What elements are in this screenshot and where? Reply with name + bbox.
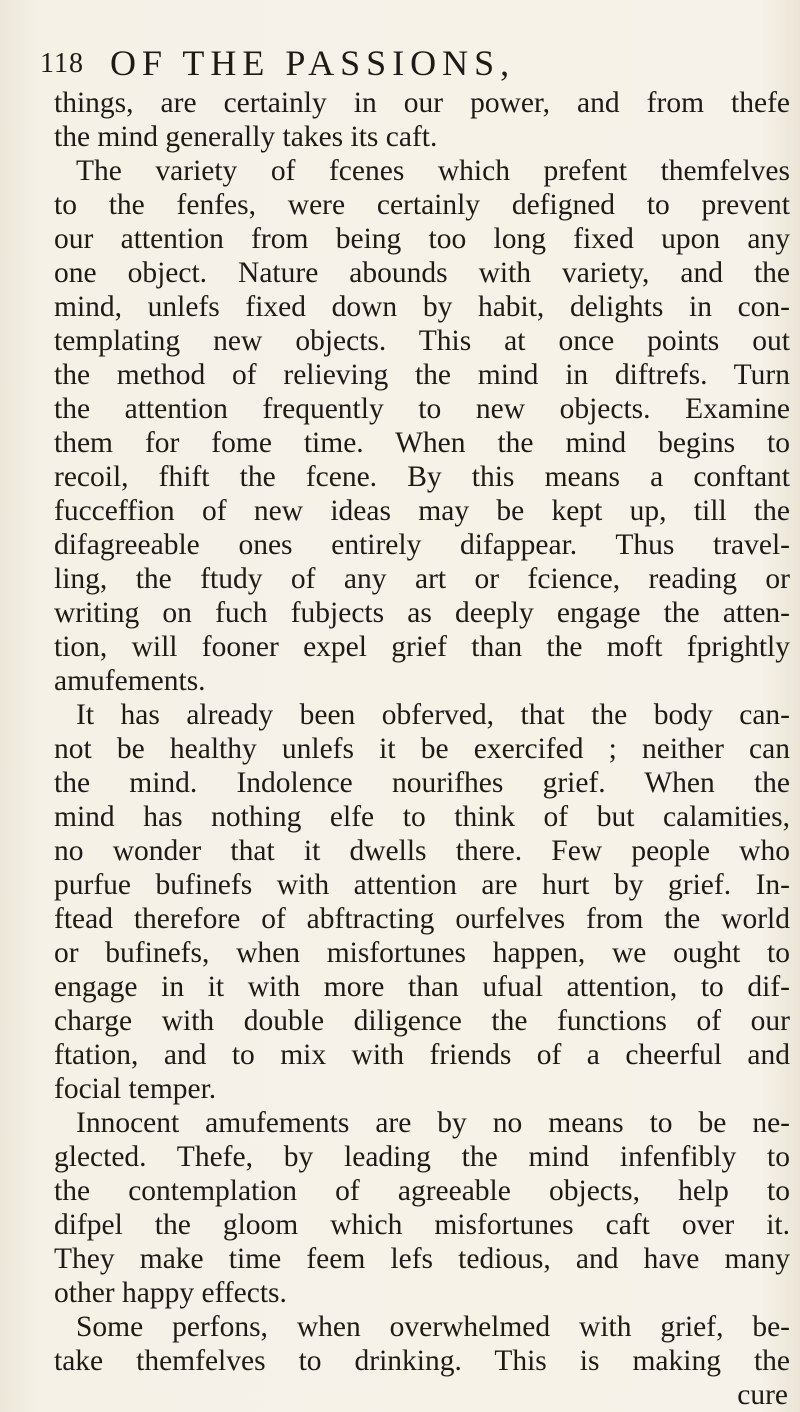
text-line: ling, the ftudy of any art or fcience, reading or [54,563,790,595]
text-line: the contemplation of agreeable objects, help to [54,1175,790,1207]
text-line: charge with double diligence the functions of our [54,1005,790,1037]
page-header [40,40,760,84]
text-line: ftation, and to mix with friends of a cheerful and [54,1039,790,1071]
text-line: The variety of fcenes which prefent themfelves [76,155,790,187]
text-line: tion, will fooner expel grief than the moft fprightly [54,631,790,663]
text-line: It has already been obferved, that the body can- [76,699,790,731]
text-line: templating new objects. This at once points out [54,325,790,357]
text-line: things, are certainly in our power, and from thefe [54,87,790,119]
text-line: other happy effects. [54,1277,287,1309]
page-number: 118 [40,48,84,79]
text-line: to the fenfes, were certainly defigned to prevent [54,189,790,221]
text-line: one object. Nature abounds with variety, and the [54,257,790,289]
text-line: focial temper. [54,1073,217,1105]
running-title: OF THE PASSIONS, [110,43,516,83]
text-line: They make time feem lefs tedious, and have many [54,1243,790,1275]
text-line: our attention from being too long fixed upon any [54,223,790,255]
text-line: fucceffion of new ideas may be kept up, till the [54,495,790,527]
text-line: difagreeable ones entirely difappear. Thus travel- [54,529,790,561]
text-line: mind has nothing elfe to think of but calamities, [54,801,790,833]
text-line: engage in it with more than ufual attention, to dif- [54,971,790,1003]
text-line: Some perfons, when overwhelmed with grief, be- [76,1311,790,1343]
text-line: them for fome time. When the mind begins to [54,427,790,459]
text-line: no wonder that it dwells there. Few people who [54,835,790,867]
text-line: writing on fuch fubjects as deeply engage the atten- [54,597,790,629]
text-line: the mind. Indolence nourifhes grief. When the [54,767,790,799]
text-line: purfue bufinefs with attention are hurt by grief. In- [54,869,790,901]
text-line: the attention frequently to new objects. Examine [54,393,790,425]
text-line: take themfelves to drinking. This is making the [54,1345,790,1377]
text-line: or bufinefs, when misfortunes happen, we ought to [54,937,790,969]
text-line: glected. Thefe, by leading the mind infenfibly to [54,1141,790,1173]
text-line: mind, unlefs fixed down by habit, delights in con- [54,291,790,323]
body-text [54,86,790,1412]
catchword: cure [737,1379,788,1411]
text-line: the mind generally takes its caft. [54,121,438,153]
text-line: ftead therefore of abftracting ourfelves from the world [54,903,790,935]
text-line: difpel the gloom which misfortunes caft over it. [54,1209,790,1241]
text-line: the method of relieving the mind in diftrefs. Turn [54,359,790,391]
text-line: not be healthy unlefs it be exercifed ; neither can [54,733,790,765]
text-line: amufements. [54,665,206,697]
text-line: recoil, fhift the fcene. By this means a conftant [54,461,790,493]
text-line: Innocent amufements are by no means to be ne- [76,1107,790,1139]
